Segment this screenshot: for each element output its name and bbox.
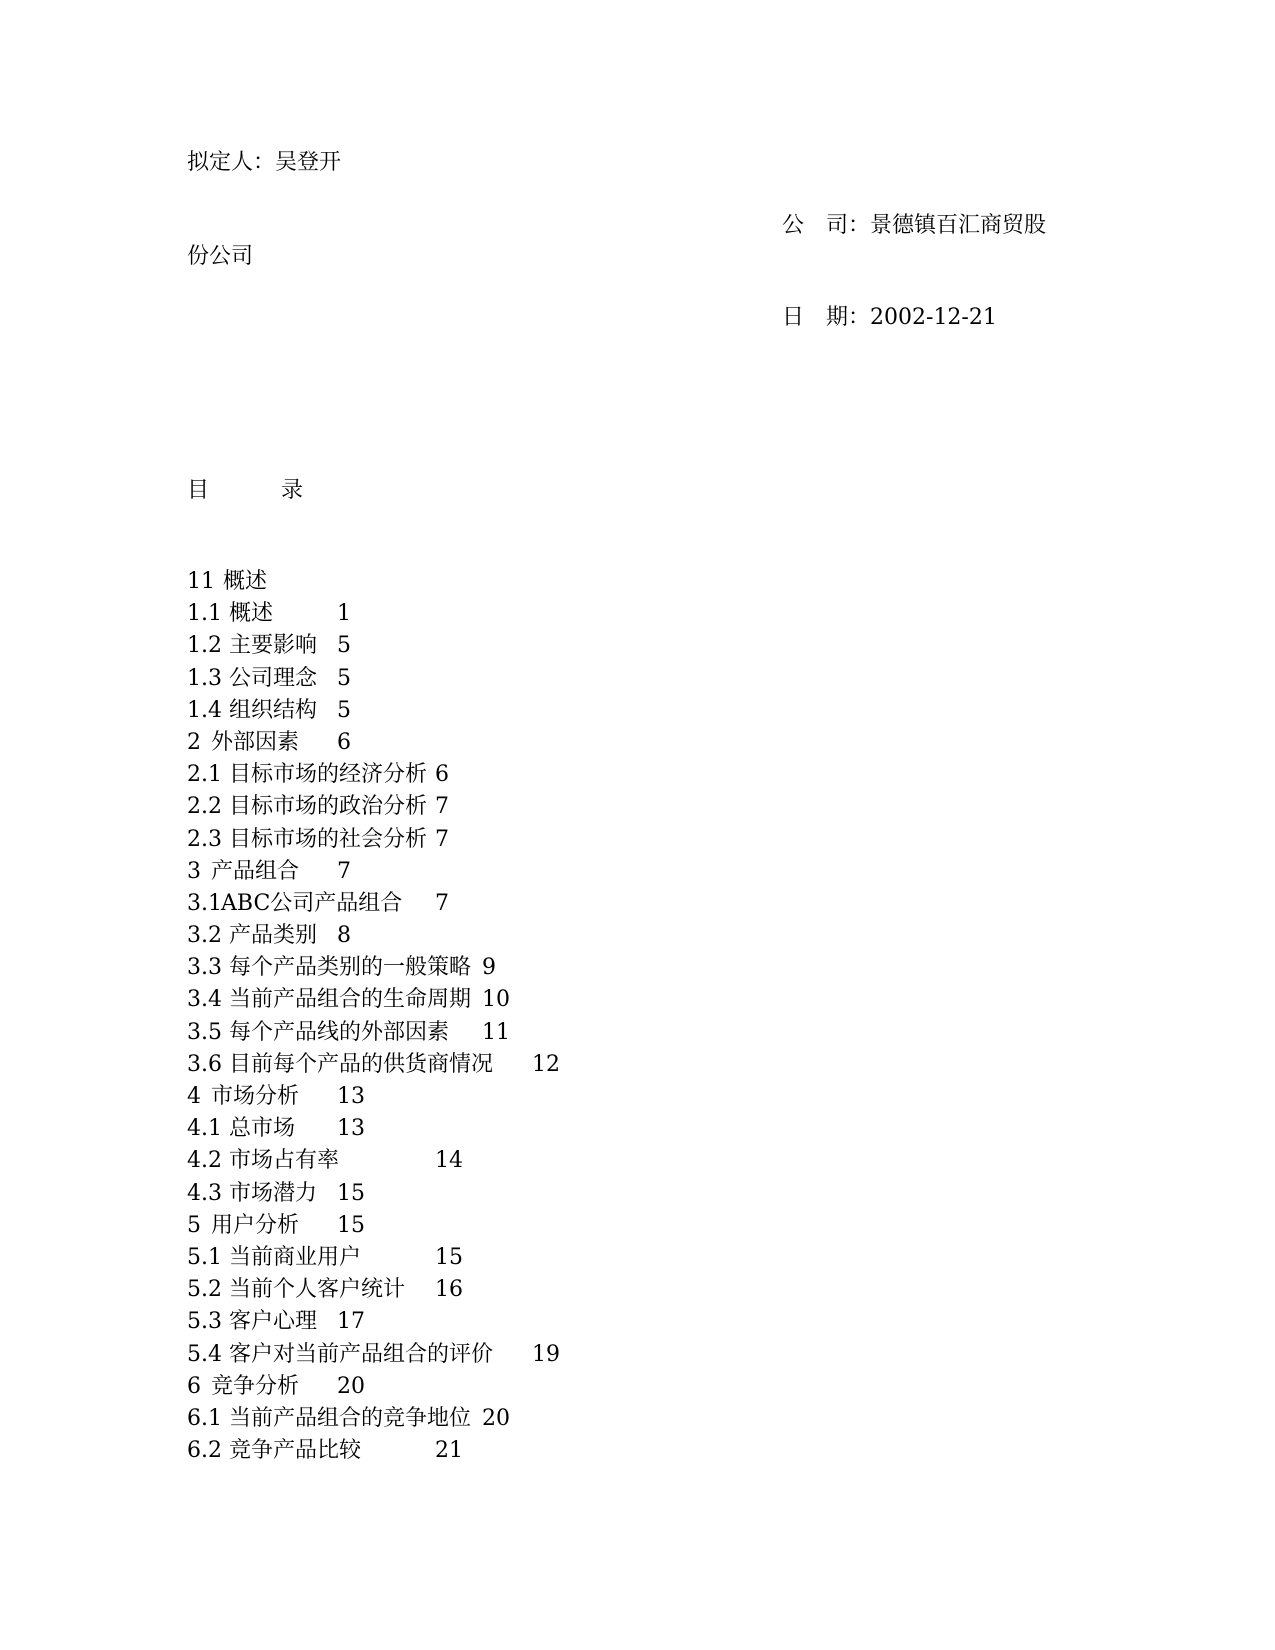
- toc-entry-page: 15: [337, 1212, 365, 1238]
- toc-entry-title: 每个产品类别的一般策略: [229, 955, 472, 981]
- company-name-continuation: 份公司: [187, 244, 254, 269]
- toc-entry-number: 6.1: [187, 1405, 222, 1431]
- toc-entry[interactable]: [187, 1342, 787, 1374]
- toc-entry-number: 2.2: [187, 794, 222, 820]
- toc-entry-number: 3: [187, 858, 201, 884]
- toc-entry-page: 13: [337, 1116, 365, 1142]
- toc-entry-title: 竞争分析: [211, 1373, 300, 1399]
- toc-entry[interactable]: [187, 1052, 787, 1084]
- toc-entry-page: 13: [337, 1084, 365, 1109]
- toc-entry-title: 目标市场的社会分析: [229, 826, 428, 852]
- toc-entry[interactable]: [187, 1245, 787, 1277]
- toc-entry-number: 5.2: [187, 1277, 222, 1303]
- toc-entry-title: 总市场: [229, 1116, 296, 1142]
- toc-entry-number: 2.1: [187, 762, 222, 788]
- toc-entry[interactable]: [187, 698, 787, 730]
- toc-entry-title: 目前每个产品的供货商情况: [229, 1051, 494, 1077]
- toc-entry-page: 10: [482, 987, 510, 1013]
- toc-entry-page: 6: [337, 729, 351, 755]
- toc-entry[interactable]: [187, 1406, 787, 1438]
- toc-entry[interactable]: [187, 633, 787, 665]
- toc-entry-page: 19: [532, 1341, 560, 1367]
- toc-entry-number: 3.6: [187, 1051, 222, 1077]
- toc-entry-title: 公司理念: [229, 665, 318, 691]
- toc-entry[interactable]: [187, 1084, 787, 1116]
- toc-entry-page: 15: [435, 1244, 463, 1270]
- toc-entry-title: 主要影响: [229, 633, 318, 659]
- toc-entry-number: 5: [187, 1212, 201, 1238]
- toc-entry-title: 客户对当前产品组合的评价: [229, 1341, 494, 1367]
- toc-entry-number: 3.3: [187, 955, 222, 981]
- toc-heading-left: 目: [187, 478, 210, 503]
- toc-entry-page: 7: [435, 890, 449, 916]
- toc-entry-title: 概述: [223, 569, 268, 594]
- toc-heading: [187, 478, 303, 504]
- toc-entry-number: 4.3: [187, 1180, 222, 1206]
- toc-entry-number: 5.4: [187, 1341, 222, 1367]
- company-name-part1: 景德镇百汇商贸股: [870, 213, 1047, 238]
- toc-entry-number: 4.1: [187, 1116, 222, 1142]
- toc-entry[interactable]: [187, 1309, 787, 1341]
- toc-entry[interactable]: [187, 601, 787, 633]
- toc-entry[interactable]: [187, 891, 787, 923]
- toc-entry-title: 当前个人客户统计: [229, 1277, 406, 1303]
- toc-entry-page: 5: [337, 633, 351, 659]
- toc-entry-title: 产品组合: [211, 858, 300, 884]
- toc-entry[interactable]: [187, 923, 787, 955]
- toc-entry-number: 4: [187, 1084, 201, 1109]
- toc-entry-page: 1: [337, 601, 351, 627]
- date-line: [782, 305, 997, 331]
- toc-entry-page: 8: [337, 923, 351, 949]
- toc-entry[interactable]: [187, 1213, 787, 1245]
- toc-entry-page: 21: [435, 1438, 463, 1464]
- toc-entry-title: 市场分析: [211, 1084, 300, 1109]
- company-label: 公 司：: [782, 213, 871, 238]
- toc-entry-page: 20: [337, 1373, 365, 1399]
- toc-entry-number: 2: [187, 729, 201, 755]
- toc-entry[interactable]: [187, 1148, 787, 1180]
- toc-entry[interactable]: [187, 1438, 787, 1470]
- toc-entry[interactable]: [187, 1020, 787, 1052]
- toc-entry-title: 外部因素: [211, 729, 300, 755]
- toc-entry-page: 5: [337, 665, 351, 691]
- toc-entry-page: 5: [337, 697, 351, 723]
- toc-entry-number: 4.2: [187, 1148, 222, 1174]
- author-name: 吴登开: [275, 150, 342, 175]
- toc-entry-number: 2.3: [187, 826, 222, 852]
- toc-entry-title: 产品类别: [229, 923, 318, 949]
- toc-entry-page: 6: [435, 762, 449, 788]
- toc-entry[interactable]: [187, 794, 787, 826]
- toc-entry[interactable]: [187, 762, 787, 794]
- toc-entry-title: 目标市场的经济分析: [229, 762, 428, 788]
- toc-entry-number: 6.2: [187, 1438, 222, 1464]
- author-line: [187, 150, 341, 176]
- date-value: 2002-12-21: [870, 305, 997, 330]
- toc-entry-page: 12: [532, 1051, 560, 1077]
- toc-entry-page: 17: [337, 1309, 365, 1335]
- toc-entry-number: 3.4: [187, 987, 222, 1013]
- toc-entry-title: 市场潜力: [229, 1180, 318, 1206]
- toc-entry-page: 11: [482, 1019, 510, 1045]
- toc-entry-number: 6: [187, 1373, 201, 1399]
- toc-entry[interactable]: [187, 859, 787, 891]
- toc-entry[interactable]: [187, 569, 787, 601]
- author-label: 拟定人：: [187, 150, 276, 175]
- toc-entry[interactable]: [187, 730, 787, 762]
- toc-entry-page: 9: [482, 955, 496, 981]
- toc-entry-title: 客户心理: [229, 1309, 318, 1335]
- toc-entry-number: 11: [187, 569, 215, 594]
- toc-entry-number: 1.4: [187, 697, 222, 723]
- toc-entry[interactable]: [187, 1181, 787, 1213]
- toc-entry-number: 3.5: [187, 1019, 222, 1045]
- toc-entry-title: 当前产品组合的竞争地位: [229, 1405, 472, 1431]
- toc-entry-page: 7: [337, 858, 351, 884]
- date-label: 日 期：: [782, 305, 871, 330]
- toc-heading-right: 录: [281, 478, 304, 503]
- toc-entry-number: 3.2: [187, 923, 222, 949]
- toc-entry[interactable]: [187, 987, 787, 1019]
- toc-entry-page: 14: [435, 1148, 463, 1174]
- toc-entry-title: 概述: [229, 601, 274, 627]
- toc-entry-page: 7: [435, 794, 449, 820]
- toc-entry-title: ABC公司产品组合: [221, 890, 403, 916]
- table-of-contents: [187, 569, 787, 1470]
- toc-entry-number: 1.2: [187, 633, 222, 659]
- toc-entry-title: 当前商业用户: [229, 1244, 362, 1270]
- toc-entry-number: 1.3: [187, 665, 222, 691]
- toc-entry-title: 目标市场的政治分析: [229, 794, 428, 820]
- toc-entry-title: 每个产品线的外部因素: [229, 1019, 450, 1045]
- toc-entry[interactable]: [187, 1374, 787, 1406]
- toc-entry-number: 5.3: [187, 1309, 222, 1335]
- toc-entry-title: 市场占有率: [229, 1148, 340, 1174]
- toc-entry-page: 16: [435, 1277, 463, 1303]
- company-line: [782, 213, 1046, 239]
- toc-entry-number: 3.1: [187, 890, 222, 916]
- toc-entry-number: 5.1: [187, 1244, 222, 1270]
- toc-entry[interactable]: [187, 1116, 787, 1148]
- toc-entry-page: 20: [482, 1405, 510, 1431]
- toc-entry[interactable]: [187, 666, 787, 698]
- toc-entry[interactable]: [187, 1277, 787, 1309]
- toc-entry-title: 组织结构: [229, 697, 318, 723]
- toc-entry[interactable]: [187, 955, 787, 987]
- toc-entry-title: 用户分析: [211, 1212, 300, 1238]
- toc-entry[interactable]: [187, 827, 787, 859]
- toc-entry-title: 竞争产品比较: [229, 1438, 362, 1464]
- toc-entry-page: 7: [435, 826, 449, 852]
- toc-entry-title: 当前产品组合的生命周期: [229, 987, 472, 1013]
- toc-entry-page: 15: [337, 1180, 365, 1206]
- toc-entry-number: 1.1: [187, 601, 222, 627]
